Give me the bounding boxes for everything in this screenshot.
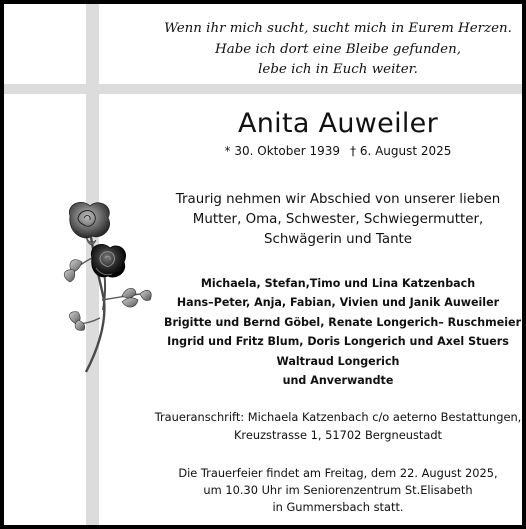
mourning-statement xyxy=(164,190,512,250)
memorial-quote xyxy=(164,19,512,81)
mourner-line: Ingrid und Fritz Blum, Doris Longerich und Axel Stuers xyxy=(167,335,509,349)
mourner-line: und Anverwandte xyxy=(282,374,394,388)
deceased-name: Anita Auweiler xyxy=(238,108,438,139)
quote-line: Habe ich dort eine Bleibe gefunden, xyxy=(215,41,461,57)
mourner-line: Michaela, Stefan,Timo und Lina Katzenbach xyxy=(200,277,476,290)
mourner-line: Brigitte und Bernd Göbel, Renate Longerich– Ruschmeier xyxy=(164,315,522,329)
mourners-list xyxy=(164,274,522,390)
mourner-line: Waltraud Longerich xyxy=(276,354,400,368)
mourning-line: Mutter, Oma, Schwester, Schwiegermutter, xyxy=(192,212,484,227)
mourning-address xyxy=(154,409,522,444)
death-date: † 6. August 2025 xyxy=(350,144,452,158)
funeral-ceremony-info xyxy=(154,465,522,516)
mourning-line: Schwägerin und Tante xyxy=(263,232,413,247)
quote-line: lebe ich in Euch weiter. xyxy=(258,62,418,77)
address-line: Traueranschrift: Michaela Katzenbach c/o aeterno Bestattungen, xyxy=(154,410,522,424)
ceremony-line: in Gummersbach statt. xyxy=(272,500,404,514)
cross-horizontal-bar xyxy=(4,84,522,94)
address-line: Kreuzstrasse 1, 51702 Bergneustadt xyxy=(233,427,443,442)
mourner-line: Hans–Peter, Anja, Fabian, Vivien und Janik Auweiler xyxy=(176,296,500,310)
quote-line: Wenn ihr mich sucht, sucht mich in Eurem Herzen. xyxy=(164,21,512,36)
ceremony-line: Die Trauerfeier findet am Freitag, dem 22. August 2025, xyxy=(178,466,498,480)
birth-date: * 30. Oktober 1939 xyxy=(224,144,340,158)
life-dates xyxy=(164,143,512,159)
mourning-line: Traurig nehmen wir Abschied von unserer lieben xyxy=(175,192,501,207)
ceremony-line: um 10.30 Uhr im Seniorenzentrum St.Elisabeth xyxy=(203,483,473,497)
two-roses-icon xyxy=(56,200,156,380)
